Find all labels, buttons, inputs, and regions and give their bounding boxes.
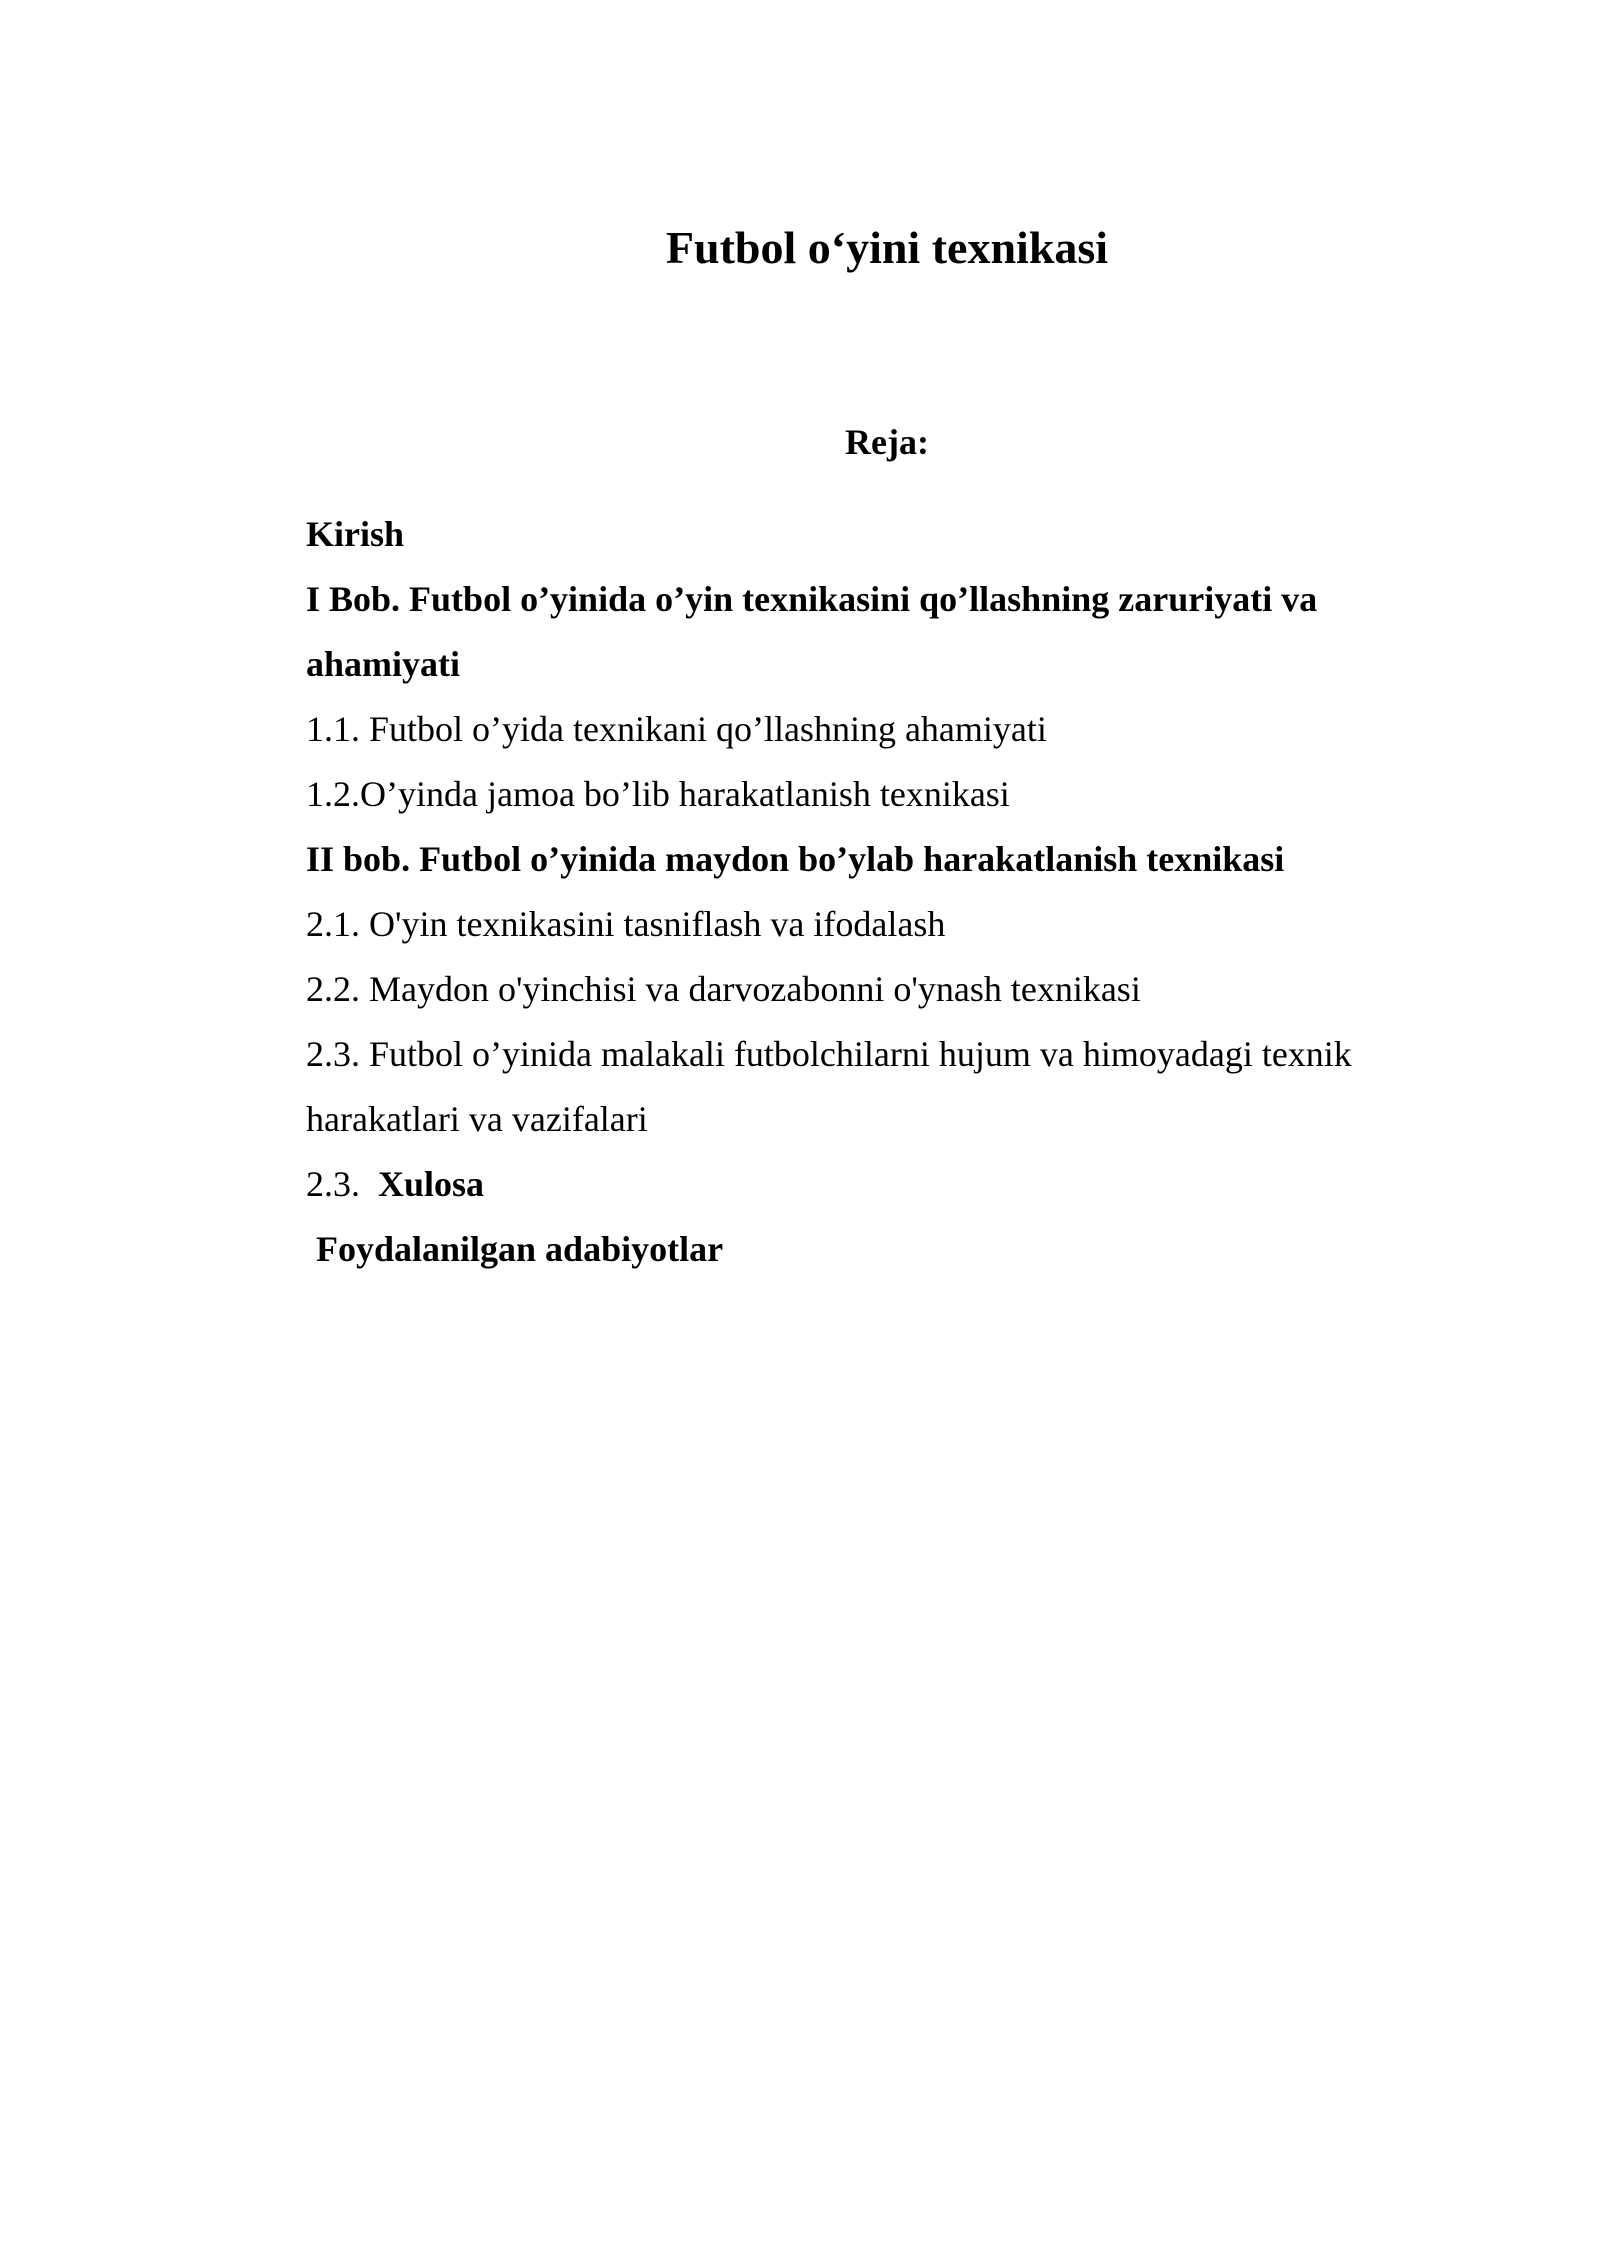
toc-conclusion-number: 2.3. bbox=[306, 1164, 360, 1204]
toc-conclusion bbox=[306, 1152, 1426, 1217]
plan-heading: Reja: bbox=[845, 422, 929, 462]
document-title: Futbol o‘yini texnikasi bbox=[665, 222, 1109, 273]
toc-item-2-3-line-2: harakatlari va vazifalari bbox=[306, 1099, 648, 1139]
toc-item-2-2: 2.2. Maydon o'yinchisi va darvozabonni o'ynash texnikasi bbox=[306, 969, 1141, 1009]
toc-item-1-1: 1.1. Futbol o’yida texnikani qo’llashning ahamiyati bbox=[306, 709, 1047, 749]
toc-intro: Kirish bbox=[306, 514, 405, 554]
toc-chapter-2: II bob. Futbol o’yinida maydon bo’ylab harakatlanish texnikasi bbox=[306, 839, 1285, 879]
toc-item-2-1: 2.1. O'yin texnikasini tasniflash va ifodalash bbox=[306, 904, 946, 944]
table-of-contents bbox=[306, 502, 1426, 1282]
toc-chapter-1-line-2: ahamiyati bbox=[306, 644, 461, 684]
toc-chapter-1-line-1: I Bob. Futbol o’yinida o’yin texnikasini qo’llashning zaruriyati va bbox=[306, 579, 1318, 619]
toc-conclusion-label: Xulosa bbox=[378, 1164, 485, 1204]
toc-references: Foydalanilgan adabiyotlar bbox=[316, 1229, 724, 1269]
toc-item-1-2: 1.2.O’yinda jamoa bo’lib harakatlanish texnikasi bbox=[306, 774, 1010, 814]
toc-item-2-3-line-1: 2.3. Futbol o’yinida malakali futbolchilarni hujum va himoyadagi texnik bbox=[306, 1034, 1352, 1074]
